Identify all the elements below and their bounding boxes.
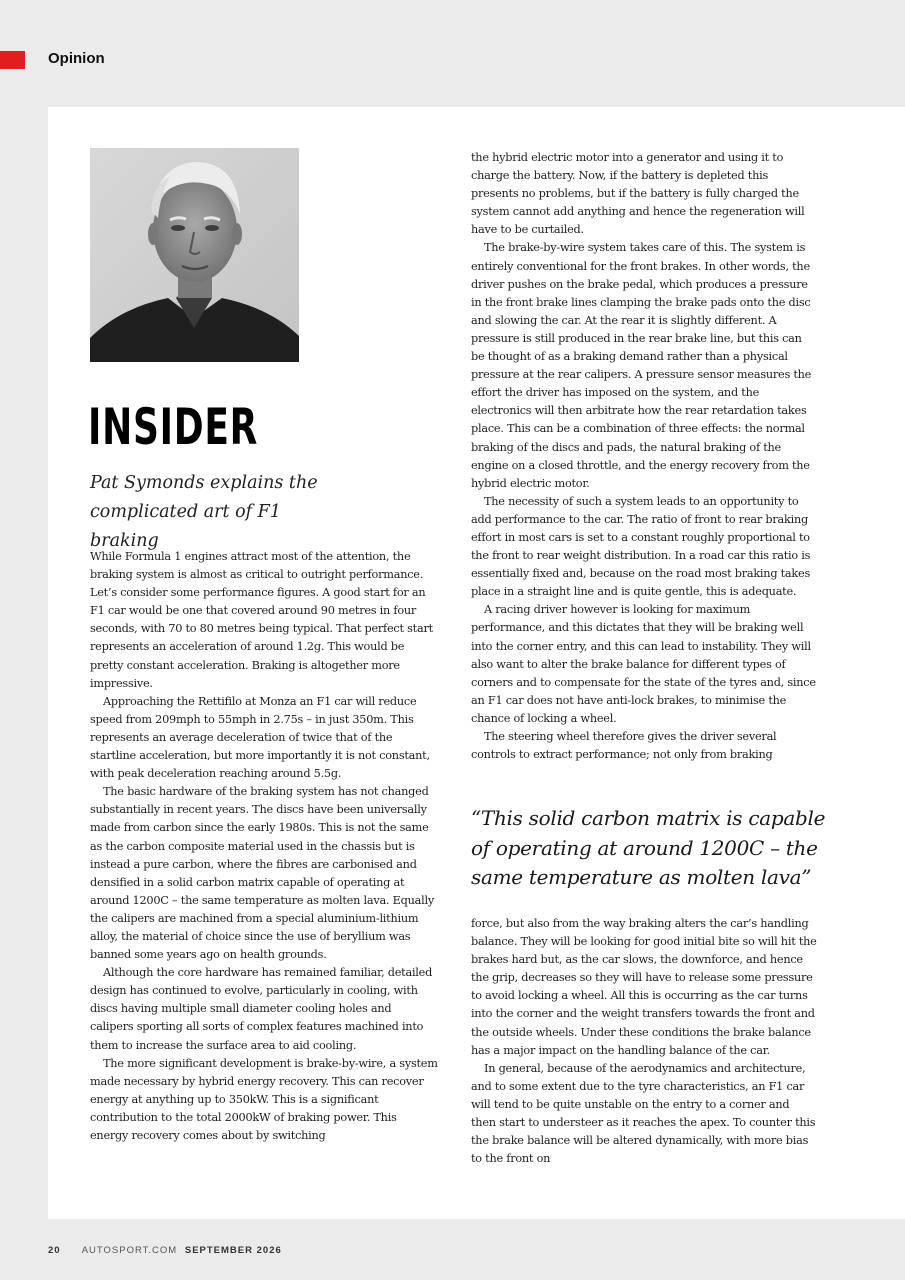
- article-card: [48, 107, 905, 1219]
- paragraph: A racing driver however is looking for maximum performance, and this dictates that they will be braking well into the corner entry, and this can lead to instability. They will also want to alter the brake balance for different types of corners and to compensate for the state of the tyres and, since an F1 car does not have anti-lock brakes, to minimise the chance of locking a wheel.: [471, 603, 816, 725]
- standfirst: Pat Symonds explains the complicated art of F1 braking: [90, 473, 318, 551]
- section-label: Opinion: [48, 50, 105, 67]
- paragraph: While Formula 1 engines attract most of the attention, the braking system is almost as critical to outright performance. Let’s consider some performance figures. A good start for an F1 car would be one that covered around 90 metres in four seconds, with 70 to 80 metres being typical. That perfect start represents an acceleration of around 1.2g. This would be pretty constant acceleration. Braking is altogether more impressive.: [90, 550, 433, 690]
- article-column-left: [90, 548, 438, 1145]
- paragraph: The more significant development is brake-by-wire, a system made necessary by hybrid energy recovery. This can recover energy at anything up to 350kW. This is a significant contribution to the total 2000kW of braking power. This energy recovery comes about by switching: [90, 1056, 438, 1142]
- footer-site: AUTOSPORT.COM: [81, 1245, 178, 1256]
- paragraph: In general, because of the aerodynamics and architecture, and to some extent due to the tyre characteristics, an F1 car will tend to be quite unstable on the entry to a corner and then start to understeer as it reaches the apex. To counter this the brake balance will be altered dynamically, with more bias to the front on: [471, 1061, 816, 1166]
- article-column-right-bottom: [471, 915, 817, 1168]
- author-photo: [90, 148, 299, 362]
- paragraph: Although the core hardware has remained familiar, detailed design has continued to evolve, particularly in cooling, with discs having multiple small diameter cooling holes and calipers sporting all sorts of complex features machined into them to increase the surface area to aid cooling.: [90, 966, 433, 1052]
- paragraph: The brake-by-wire system takes care of this. The system is entirely conventional for the front brakes. In other words, the driver pushes on the brake pedal, which produces a pressure in the front brake lines clamping the brake pads onto the disc and slowing the car. At the rear it is slightly different. A pressure is still produced in the rear brake line, but this can be thought of as a braking demand rather than a physical pressure at the rear calipers. A pressure sensor measures the effort the driver has imposed on the system, and the electronics will then arbitrate how the rear retardation takes place. This can be a combination of three effects: the normal braking of the discs and pads, the natural braking of the engine on a closed throttle, and the energy recovery from the hybrid electric motor.: [471, 241, 812, 490]
- pull-quote: “This solid carbon matrix is capable of operating at around 1200C – the same temperature as molten lava”: [471, 806, 826, 889]
- footer-date: SEPTEMBER 2026: [184, 1245, 282, 1256]
- article-column-right-top: [471, 149, 817, 764]
- paragraph: force, but also from the way braking alters the car’s handling balance. They will be looking for good initial bite so will hit the brakes hard but, as the car slows, the downforce, and hence the grip, decreases so they will have to release some pressure to avoid locking a wheel. All this is occurring as the car turns into the corner and the weight transfers towards the front and the outside wheels. Under these conditions the brake balance has a major impact on the handling balance of the car.: [471, 917, 817, 1057]
- paragraph: Approaching the Rettifilo at Monza an F1 car will reduce speed from 209mph to 55mph in 2.75s – in just 350m. This represents an average deceleration of twice that of the startline acceleration, but more importantly it is not constant, with peak deceleration reaching around 5.5g.: [90, 694, 430, 781]
- paragraph: the hybrid electric motor into a generator and using it to charge the battery. Now, if the battery is depleted this presents no problems, but if the battery is fully charged the system cannot add anything and hence the regeneration will have to be curtailed.: [471, 151, 805, 237]
- paragraph: The steering wheel therefore gives the driver several controls to extract performance; not only from braking: [471, 730, 777, 762]
- paragraph: The basic hardware of the braking system has not changed substantially in recent years. The discs have been universally made from carbon since the early 1980s. This is not the same as the carbon composite material used in the chassis but is instead a pure carbon, where the fibres are carbonised and densified in a solid carbon matrix capable of operating at around 1200C – the same temperature as molten lava. Equally the calipers are machined from a special aluminium-lithium alloy, the material of choice since the use of beryllium was banned some years ago on health grounds.: [90, 785, 434, 962]
- column-title: INSIDER: [88, 398, 259, 456]
- section-accent-tab: [0, 51, 25, 69]
- page-number: 20: [48, 1245, 61, 1256]
- page-footer: [48, 1245, 282, 1256]
- paragraph: The necessity of such a system leads to an opportunity to add performance to the car. The ratio of front to rear braking effort in most cars is set to a constant roughly proportional to the front to rear weight distribution. In a road car this ratio is essentially fixed and, because on the road most braking takes place in a straight line and is quite gentle, this is adequate.: [471, 494, 811, 599]
